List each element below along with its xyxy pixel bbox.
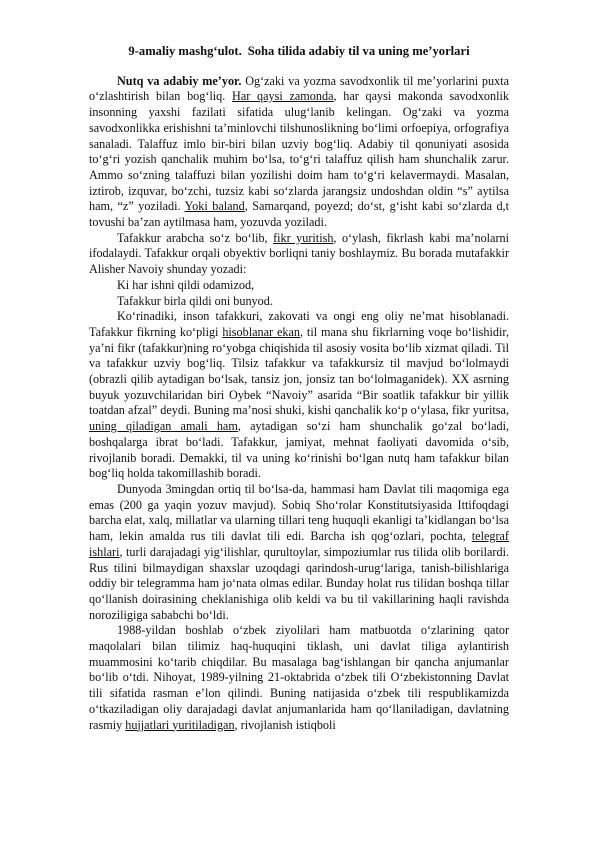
paragraph-4 bbox=[89, 482, 509, 623]
paragraph-text: , turli darajadagi yig‘ilishlar, qurultoylar, simpoziumlar rus tilida olib borilardi. Rus tilini bilmaydigan shaxslar uzoqdagi qarindosh-urug‘lariga, tanish-bilishlariga oddiy bir telegramma ham jo‘nata olmas edilar. Bunday holat rus tilidan boshqa tillar qo‘llanish doirasining cheklanishiga olib keldi va bu til vakillarining haqli ravishda noroziligiga sababchi bo‘ldi. bbox=[89, 544, 509, 622]
paragraph-text: Ko‘rinadiki, inson tafakkuri, zakovati va ongi eng oliy ne’mat hisoblanadi. Tafakkur fikrning ko‘pligi bbox=[89, 309, 509, 339]
title-exercise-number: 9-amaliy mashg‘ulot. bbox=[128, 44, 242, 58]
paragraph-lead-heading: Nutq va adabiy me’yor. bbox=[117, 73, 242, 88]
paragraph-text: , aytadigan so‘zi ham shunchalik go‘zal bo‘ladi, boshqalarga ibrat bo‘ladi. Tafakkur, jamiyat, mehnat faoliyati davomida o‘sib, rivojlanib boradi. Demakki, til va uning ko‘rinishi bo‘lgan nutq ham tafakkur bilan bog‘liq holda takomillashib boradi. bbox=[89, 419, 510, 481]
title-topic: Soha tilida adabiy til va uning me’yorlari bbox=[247, 44, 470, 58]
paragraph-text: , har qaysi makonda savodxonlik insonning yaxshi fazilati sifatida ulug‘lanib kelingan. Og‘zaki va yozma savodxonlikka erishishni ta’minlovchi tilshunoslikning bo‘limi orfoepiya, orfografiya sanaladi. Talaffuz imlo bir-biri bilan uzviy bog‘liq. Adabiy til qonuniyati asosida to‘g‘ri yozish qanchalik muhim bo‘lsa, to‘g‘ri talaffuz qilish ham shunchalik zarur. Ammo so‘zning talaffuzi bilan yozilishi doim ham to‘g‘ri kelavermaydi. Masalan, iztirob, izquvar, bo‘zchi, tuzsiz kabi so‘zlarda jarangsiz undoshdan oldin “s” aytilsa ham, “z” yoziladi. bbox=[89, 89, 509, 214]
underlined-text: uning qiladigan amali ham bbox=[89, 419, 238, 434]
document-page bbox=[89, 44, 509, 733]
page-title bbox=[89, 44, 509, 60]
paragraph-text: 1988-yildan boshlab o‘zbek ziyolilari ham matbuotda o‘zlarining qator maqolalari bilan tilimiz haq-huquqini tiklash, uni davlat tiliga aylantirish muammosini ko‘tarib chiqdilar. Bu masalaga bag‘ishlangan bir qancha anjumanlar bo‘lib o‘tdi. Nihoyat, 1989-yilning 21-oktabrida o‘zbek tili O‘zbekistonning Davlat tili sifatida rasman e’lon qilindi. Buning natijasida o‘zbek tili respublikamizda o‘tkaziladigan oliy darajadagi davlat anjumanlarida ham qo‘llaniladigan, davlatning rasmiy bbox=[89, 623, 509, 732]
verse-line-2: Tafakkur birla qildi oni bunyod. bbox=[117, 293, 273, 308]
underlined-text: hisoblanar ekan bbox=[222, 324, 300, 339]
paragraph-3 bbox=[89, 309, 509, 482]
paragraph-text: , o‘ylash, fikrlash kabi ma’nolarni ifodalaydi. Tafakkur orqali obyektiv borliqni taniy boshlaymiz. Bu borada mutafakkir Alisher Navoiy shunday yozadi: bbox=[89, 230, 509, 277]
paragraph-text: Og‘zaki va yozma savodxonlik til me’yorlarini puxta o‘zlashtirish bilan bog‘liq. bbox=[89, 73, 509, 104]
underlined-text: fikr yuritish bbox=[273, 230, 334, 245]
paragraph-2 bbox=[89, 231, 509, 278]
paragraph-5 bbox=[89, 623, 509, 733]
verse-line-1: Ki har ishni qildi odamizod, bbox=[117, 277, 255, 292]
paragraph-text: , Samarqand, poyezd; do‘st, g‘isht kabi so‘zlarda d,t tovushi ba’zan aytilmasa ham, yozuvda yoziladi. bbox=[89, 199, 509, 230]
paragraph-text: , til mana shu fikrlarning voqe bo‘lishidir, ya’ni fikr (tafakkur)ning ro‘yobga chiqishida til asosiy vosita bo‘lib xizmat qiladi. Til va tafakkur uzviy bog‘liq. Tilsiz tafakkur va tafakkursiz til mavjud bo‘lolmaydi (obrazli qilib aytadigan bo‘lsak, tansiz jon, jonsiz tan bo‘lolmaganidek). XX asrning buyuk yozuvchilaridan biri Oybek “Navoiy” asarida “Bir soatlik tafakkur bir yillik toatdan afzal” deydi. Buning ma’nosi shuki, kishi qanchalik ko‘p o‘ylasa, fikr yuritsa, bbox=[89, 324, 509, 418]
paragraph-text: , rivojlanish istiqboli bbox=[234, 717, 336, 732]
underlined-text: Har qaysi zamonda bbox=[232, 89, 334, 104]
paragraph-text: Tafakkur arabcha so‘z bo‘lib, bbox=[117, 230, 274, 245]
underlined-text: hujjatlari yuritiladigan bbox=[125, 717, 235, 732]
underlined-text: telegraf ishlari bbox=[89, 529, 509, 559]
paragraph-text: Dunyoda 3mingdan ortiq til bo‘lsa-da, hammasi ham Davlat tili maqomiga ega emas (200 ga yaqin yozuv mavjud). Sobiq Sho‘rolar Konstitutsiyasida Ittifoqdagi barcha elat, xalq, millatlar va ularning tillari teng huquqli ekanligi ta’kidlangan bo‘lsa ham, lekin amalda rus tili davlat tili edi. Barcha ish qog‘ozlari, pochta, bbox=[89, 481, 509, 544]
paragraph-1 bbox=[89, 74, 509, 231]
underlined-text: Yoki baland bbox=[184, 199, 245, 214]
